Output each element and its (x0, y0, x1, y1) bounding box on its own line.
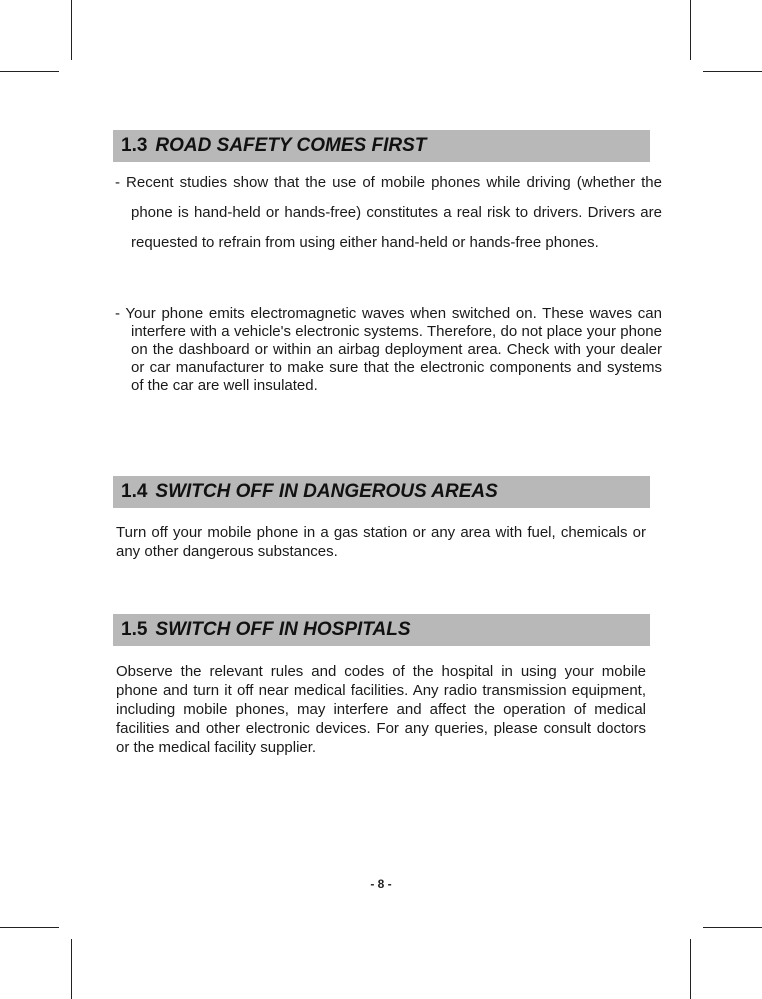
section-title: SWITCH OFF IN DANGEROUS AREAS (155, 481, 498, 502)
road-safety-bullet-2: - Your phone emits electromagnetic waves when switched on. These waves can interfere with a vehicle's electronic systems. Therefore, do not place your phone on the dashboard or within an airbag deployment area. Check with your dealer or car manufacturer to make sure that the electronic components and systems of the car are well insulated. (115, 305, 662, 394)
hospitals-paragraph: Observe the relevant rules and codes of the hospital in using your mobile phone and turn it off near medical facilities. Any radio transmission equipment, including mobile phones, may interfere and affect the operation of medical facilities and other electronic devices. For any queries, please consult doctors or the medical facility supplier. (116, 663, 646, 756)
crop-mark-bottom-right-vertical (690, 939, 691, 999)
section-number: 1.5 (121, 619, 148, 640)
section-heading-1-4 (113, 476, 650, 508)
road-safety-bullet-1: - Recent studies show that the use of mobile phones while driving (whether the phone is hand-held or hands-free) constitutes a real risk to drivers. Drivers are requested to refrain from using either hand-held or hands-free phones. (115, 174, 662, 251)
section-number: 1.3 (121, 135, 148, 156)
section-title: SWITCH OFF IN HOSPITALS (155, 619, 411, 640)
crop-mark-top-right-vertical (690, 0, 691, 60)
section-heading-1-5 (113, 614, 650, 646)
crop-mark-bottom-right-horizontal (703, 927, 762, 928)
crop-mark-top-left-vertical (71, 0, 72, 60)
dangerous-areas-paragraph: Turn off your mobile phone in a gas station or any area with fuel, chemicals or any other dangerous substances. (116, 524, 646, 560)
crop-mark-top-right-horizontal (703, 71, 762, 72)
page-number: - 8 - (370, 877, 392, 891)
crop-mark-top-left-horizontal (0, 71, 59, 72)
section-title: ROAD SAFETY COMES FIRST (155, 135, 427, 156)
section-heading-1-3 (113, 130, 650, 162)
crop-mark-bottom-left-horizontal (0, 927, 59, 928)
crop-mark-bottom-left-vertical (71, 939, 72, 999)
section-number: 1.4 (121, 481, 148, 502)
